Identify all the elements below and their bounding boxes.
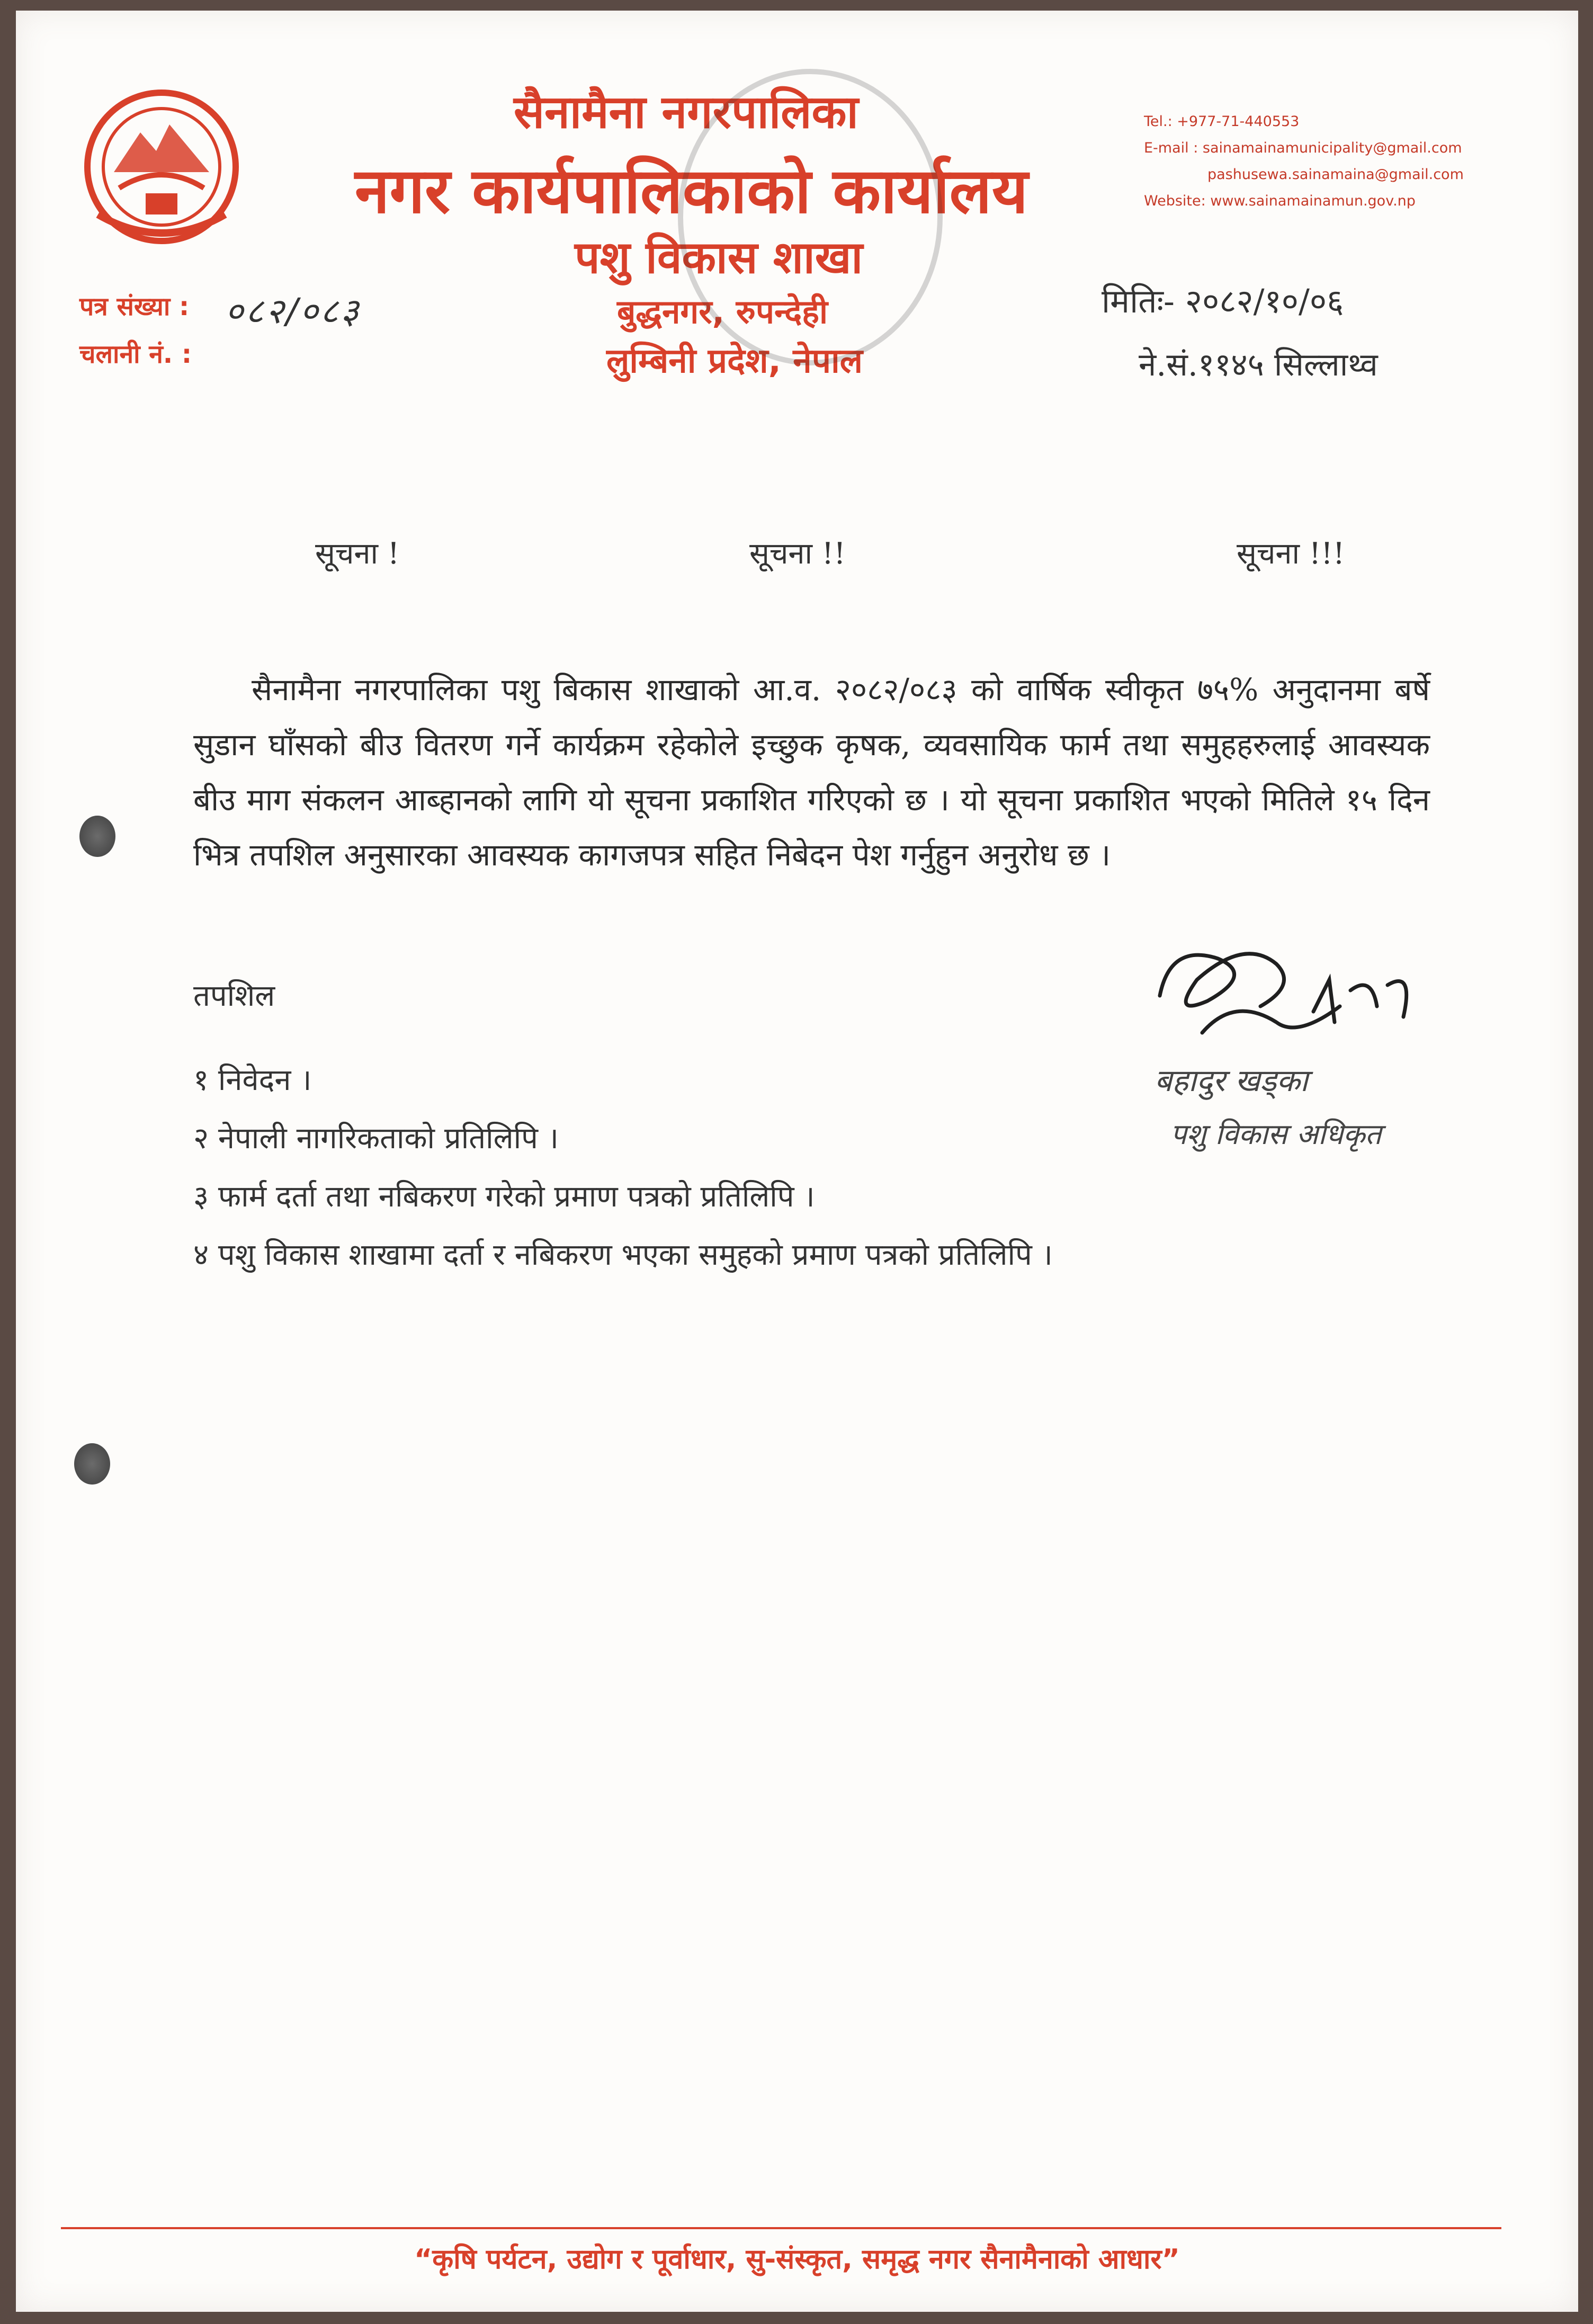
nepal-emblem-logo [77,82,246,252]
letter-page [16,11,1578,2312]
office-stamp [678,69,943,365]
list-item: ३ फार्म दर्ता तथा नबिकरण गरेको प्रमाण पत्रको प्रतिलिपि । [193,1179,815,1214]
signature [1139,932,1478,1170]
footer-divider [61,2227,1501,2229]
ref-value: ०८२/०८३ [225,291,361,332]
list-item: १ निवेदन । [193,1063,312,1097]
nepal-sambat-date: ने.सं.११४५ सिल्लाथ्व [1139,346,1378,383]
office-name: नगर कार्यपालिकाको कार्यालय [355,154,1028,227]
phone-text: Tel.: +977-71-440553 [1144,113,1300,130]
list-title: तपशिल [193,979,275,1013]
notice-heading-3: सूचना !!! [1237,537,1345,571]
list-item: २ नेपाली नागरिकताको प्रतिलिपि । [193,1121,559,1156]
province-address: लुम्बिनी प्रदेश, नेपाल [606,342,863,381]
punch-hole [74,1443,110,1485]
ref-label: पत्र संख्या : [79,292,190,321]
footer-slogan: “कृषि पर्यटन, उद्योग र पूर्वाधार, सु-संस्कृत, समृद्ध नगर सैनामैनाको आधार” [414,2243,1180,2275]
contact-block [1144,109,1464,214]
requirements-list [193,1051,1053,1284]
notice-body: सैनामैना नगरपालिका पशु बिकास शाखाको आ.व. २०८२/०८३ को वार्षिक स्वीकृत ७५% अनुदानमा बर्षे सुडान घाँसको बीउ वितरण गर्ने कार्यक्रम रहेकोले इच्छुक कृषक, व्यवसायिक फार्म तथा समुहहरुलाई आवस्यक बीउ माग संकलन आब्हानको लागि यो सूचना प्रकाशित गरिएको छ । यो सूचना प्रकाशित भएको मितिले १५ दिन भित्र तपशिल अनुसारका आवस्यक कागजपत्र सहित निबेदन पेश गर्नुहुन अनुरोध छ । [193,672,1430,873]
town-address: बुद्धनगर, रुपन्देही [617,292,828,331]
punch-hole [79,816,115,857]
municipality-name: सैनामैना नगरपालिका [514,86,858,139]
email-text-2: pashusewa.sainamaina@gmail.com [1207,166,1464,183]
notice-heading-1: सूचना ! [315,537,400,571]
website-text: Website: www.sainamainamun.gov.np [1144,193,1416,209]
list-item: ४ पशु विकास शाखामा दर्ता र नबिकरण भएका समुहको प्रमाण पत्रको प्रतिलिपि । [193,1238,1053,1272]
letter-date: मितिः- २०८२/१०/०६ [1102,282,1344,320]
branch-name: पशु विकास शाखा [575,231,863,283]
notice-heading-2: सूचना !! [749,537,846,571]
signatory-name: बहादुर खड्का [1155,1062,1308,1098]
dispatch-label: चलानी नं. : [79,339,192,369]
email-text: E-mail : sainamainamunicipality@gmail.com [1144,140,1462,156]
signatory-title: पशु विकास अधिकृत [1170,1118,1382,1151]
